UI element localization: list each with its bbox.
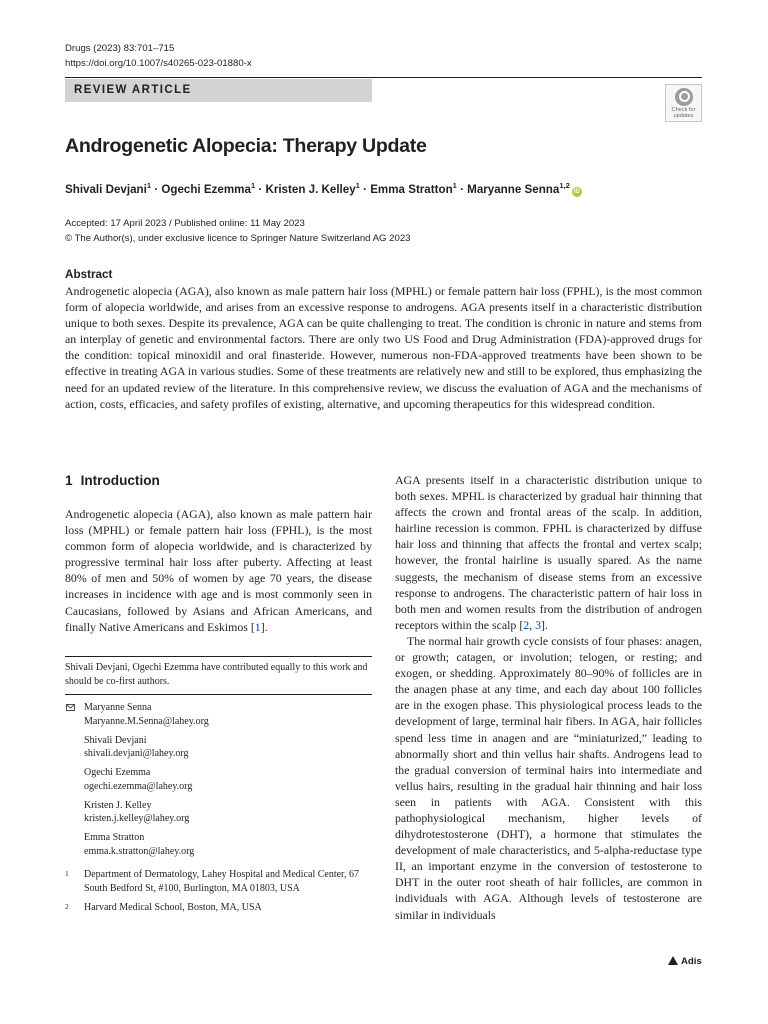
contact-name: Shivali Devjani [84, 734, 147, 746]
author-separator: · [258, 183, 263, 196]
citation-close: ]. [260, 619, 268, 634]
check-for-updates-icon [675, 88, 693, 106]
citation-link[interactable]: 2 [523, 617, 530, 632]
author-name[interactable]: Maryanne Senna [467, 183, 560, 196]
journal-citation [65, 41, 252, 71]
footnote-rule [65, 694, 372, 695]
citation-link[interactable]: 3 [535, 617, 542, 632]
doi-link[interactable]: https://doi.org/10.1007/s40265-023-01880-x [65, 58, 252, 69]
contact-email[interactable]: ogechi.ezemma@lahey.org [84, 780, 193, 792]
section-title: Introduction [80, 473, 160, 488]
header-rule [65, 77, 702, 78]
publisher-name: Adis [681, 956, 702, 967]
body-paragraph [65, 506, 372, 635]
contact-name: Kristen J. Kelley [84, 799, 152, 811]
intro-right-column [395, 472, 702, 923]
author-affiliation: 1 [355, 181, 360, 190]
publisher-footer [668, 955, 702, 968]
dates-line: Accepted: 17 April 2023 / Published online: 11 May 2023 [65, 218, 305, 229]
contact-email[interactable]: shivali.devjani@lahey.org [84, 748, 189, 759]
author-list [65, 177, 582, 198]
publication-dates [65, 216, 411, 246]
contact-entry [84, 831, 374, 858]
check-for-updates-badge[interactable] [665, 84, 702, 122]
author-name[interactable]: Shivali Devjani [65, 183, 147, 196]
journal-line: Drugs (2023) 83:701–715 [65, 43, 175, 54]
author-affiliation: 1,2 [559, 181, 570, 190]
citation-separator: , [529, 617, 536, 632]
author-separator: · [363, 183, 367, 196]
adis-logo-icon [668, 956, 678, 965]
body-paragraph [395, 472, 702, 633]
contact-entry [84, 766, 374, 793]
section-number: 1 [65, 473, 73, 488]
correspondence-list [84, 701, 374, 864]
author-name[interactable]: Emma Stratton [370, 183, 453, 196]
affiliation-entry [65, 868, 372, 895]
article-title: Androgenetic Alopecia: Therapy Update [65, 135, 427, 157]
contact-name: Emma Stratton [84, 832, 145, 843]
orcid-icon[interactable]: iD [573, 189, 580, 195]
author-separator: · [154, 183, 159, 196]
contact-entry [84, 734, 374, 761]
citation-close: ]. [541, 617, 548, 632]
author-name[interactable]: Kristen J. Kelley [265, 183, 356, 196]
contact-email[interactable]: emma.k.stratton@lahey.org [84, 845, 195, 857]
author-name[interactable]: Ogechi Ezemma [161, 183, 251, 196]
affiliation-text: Harvard Medical School, Boston, MA, USA [84, 902, 262, 913]
paragraph-text: Androgenetic alopecia (AGA), also known as male pattern hair loss (MPHL) or female pattern hair loss (FPHL), is the most common form of alopecia worldwide, and is characterized by progressive terminal hair loss after puberty. Affecting at least 80% of men and 50% of women by age 70 years, the disease increases in incidence with age and is most commonly seen in Caucasians, followed by Asians and African Americans, and finally Native Americans and Eskimos [ [65, 507, 372, 634]
affiliation-number: 1 [65, 869, 69, 878]
badge-line-1: Check for [671, 107, 696, 113]
abstract-text: Androgenetic alopecia (AGA), also known as male pattern hair loss (MPHL) or female pattern hair loss (FPHL), is the most common form of alopecia worldwide, and arises from an excessive response to androgens. AGA presents itself in a characteristic distribution unique to both sexes. Despite its prevalence, AGA can be quite challenging to treat. The condition is chronic in nature and stems from an interplay of genetic and environmental factors. There are only two US Food and Drug Administration (FDA)-approved drugs for the condition: topical minoxidil and oral finasteride. However, numerous non-FDA-approved treatments have been shown to be effective in treating AGA in various studies. Some of these treatments are relatively new and still to be explored, thus emphasizing the need for an updated review of the literature. In this comprehensive review, we discuss the evaluation of AGA and the mechanisms of action, costs, efficacies, and safety profiles of existing, alternative, and upcoming therapeutics for this widespread condition. [65, 284, 702, 411]
affiliation-number: 2 [65, 902, 69, 911]
contact-name: Ogechi Ezemma [84, 767, 151, 778]
author-affiliation: 1 [250, 181, 256, 190]
contact-email[interactable]: kristen.j.kelley@lahey.org [84, 813, 190, 824]
intro-left-column [65, 506, 372, 635]
paragraph-text: AGA presents itself in a characteristic distribution unique to both sexes. MPHL is characterized by gradual hair thinning that affects the crown and frontal areas of the scalp. In addition, hairline recession is common. FPHL is characterized by diffuse hair loss and thinning that affects the frontal and vertex scalp; however, the frontal hairline is usually spared. As the name suggests, the mechanism of disease stems from an excessive response to androgens. The characteristic pattern of hair loss in both men and women results from the distribution of androgen receptors within the scalp [ [395, 473, 702, 632]
affiliation-list [65, 868, 372, 921]
affiliation-entry [65, 901, 372, 915]
contact-name: Maryanne Senna [84, 702, 152, 713]
abstract-heading: Abstract [65, 268, 113, 281]
envelope-icon [66, 704, 75, 711]
footnote-rule [65, 656, 372, 657]
author-affiliation: 1 [452, 181, 457, 190]
author-affiliation: 1 [146, 181, 152, 190]
article-type-banner: REVIEW ARTICLE [65, 79, 372, 102]
equal-contribution-note: Shivali Devjani, Ogechi Ezemma have contributed equally to this work and should be co-first authors. [65, 662, 368, 687]
section-heading [65, 471, 160, 490]
contact-email[interactable]: Maryanne.M.Senna@lahey.org [84, 715, 209, 727]
badge-line-2: updates [673, 113, 694, 119]
author-separator: · [460, 183, 464, 196]
contact-entry [84, 701, 374, 728]
citation-link[interactable]: 1 [254, 619, 261, 634]
copyright-line: © The Author(s), under exclusive licence to Springer Nature Switzerland AG 2023 [65, 233, 411, 244]
body-paragraph: The normal hair growth cycle consists of four phases: anagen, or growth; catagen, or involution; telogen, or resting; and exogen, or shedding. Approximately 80–90% of follicles are in the anagen phase at any time, and each day about 100 follicles are in the exogen phase. This physiological process leads to the development of large, terminal hair fibers. In AGA, hair follicles spend less time in anagen and are “miniaturized,” leading to abnormally short and thin vellus hair shafts. Androgens lead to the gradual conversion of terminal hairs into intermediate and vellus hairs, resulting in the gradual hair thinning and hair loss seen in patients with AGA. Consistent with this pathophysiological mechanism, higher levels of dihydrotestosterone (DHT), a hormone that stimulates the development of male characteristics, and 5-alpha-reductase type II, an important enzyme in the conversion of testosterone to DHT in the outer root sheath of hair follicles, are common in individuals with AGA. Although levels of testosterone are similar in individuals [395, 633, 702, 922]
contact-entry [84, 799, 374, 826]
affiliation-text: Department of Dermatology, Lahey Hospital and Medical Center, 67 South Bedford St, #100, Burlington, MA 01803, USA [84, 869, 359, 894]
